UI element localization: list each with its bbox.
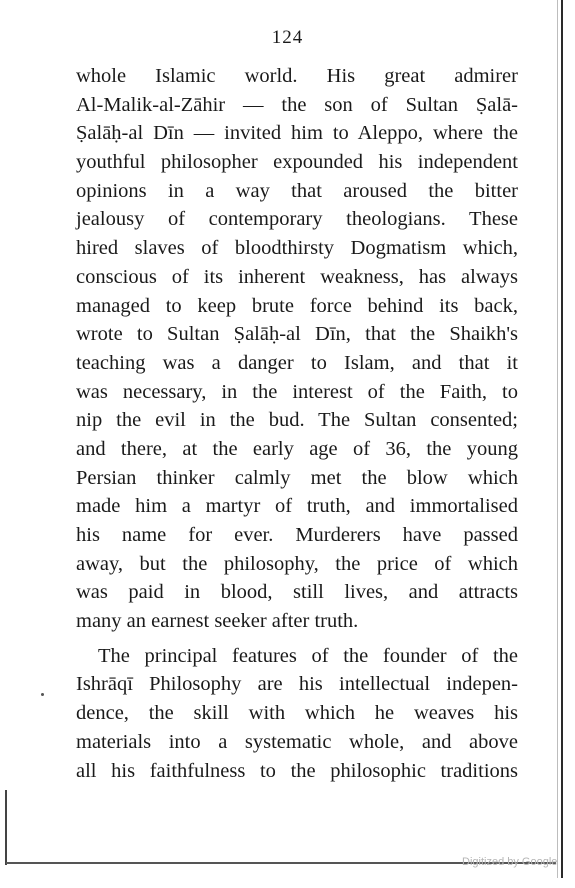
page-edge-shadow — [557, 0, 558, 878]
text-line: Ishrāqī Philosophy are his intellectual indepen- — [76, 673, 518, 696]
ink-speck — [41, 693, 44, 696]
text-line: Ṣalāḥ-al Dīn — invited him to Aleppo, where the — [76, 122, 518, 145]
text-line: Persian thinker calmly met the blow which — [76, 466, 518, 489]
text-line: his name for ever. Murderers have passed — [76, 524, 518, 546]
text-line: managed to keep brute force behind its back, — [76, 294, 518, 317]
text-line: was necessary, in the interest of the Faith, to — [76, 380, 518, 403]
digitization-watermark: Digitized by Google — [462, 856, 558, 868]
text-line: opinions in a way that aroused the bitter — [76, 179, 518, 202]
text-line: Al-Malik-al-Zāhir — the son of Sultan Ṣalā- — [76, 93, 518, 116]
text-line: conscious of its inherent weakness, has always — [76, 265, 518, 288]
paragraph-1 — [76, 62, 518, 636]
text-line: away, but the philosophy, the price of which — [76, 552, 518, 575]
text-line: dence, the skill with which he weaves his — [76, 702, 518, 725]
text-line: all his faithfulness to the philosophic traditions — [76, 759, 518, 782]
text-line: wrote to Sultan Ṣalāḥ-al Dīn, that the Shaikh's — [76, 323, 518, 346]
text-line: youthful philosopher expounded his independent — [76, 151, 518, 174]
text-line: teaching was a danger to Islam, and that it — [76, 351, 518, 374]
text-line: The principal features of the founder of the — [98, 644, 518, 667]
body-text — [76, 62, 518, 785]
text-line: nip the evil in the bud. The Sultan consented; — [76, 409, 518, 432]
page-edge-right — [561, 0, 563, 878]
text-line: hired slaves of bloodthirsty Dogmatism which, — [76, 237, 518, 260]
paragraph-2 — [76, 642, 518, 785]
text-line: made him a martyr of truth, and immortalised — [76, 495, 518, 518]
text-line: and there, at the early age of 36, the young — [76, 437, 518, 460]
text-line: jealousy of contemporary theologians. These — [76, 208, 518, 231]
text-line: whole Islamic world. His great admirer — [76, 65, 518, 87]
page-number: 124 — [271, 27, 304, 48]
text-line: materials into a systematic whole, and above — [76, 730, 518, 753]
text-line: was paid in blood, still lives, and attracts — [76, 581, 518, 604]
page-edge-left — [5, 790, 7, 865]
text-line: many an earnest seeker after truth. — [76, 610, 359, 633]
